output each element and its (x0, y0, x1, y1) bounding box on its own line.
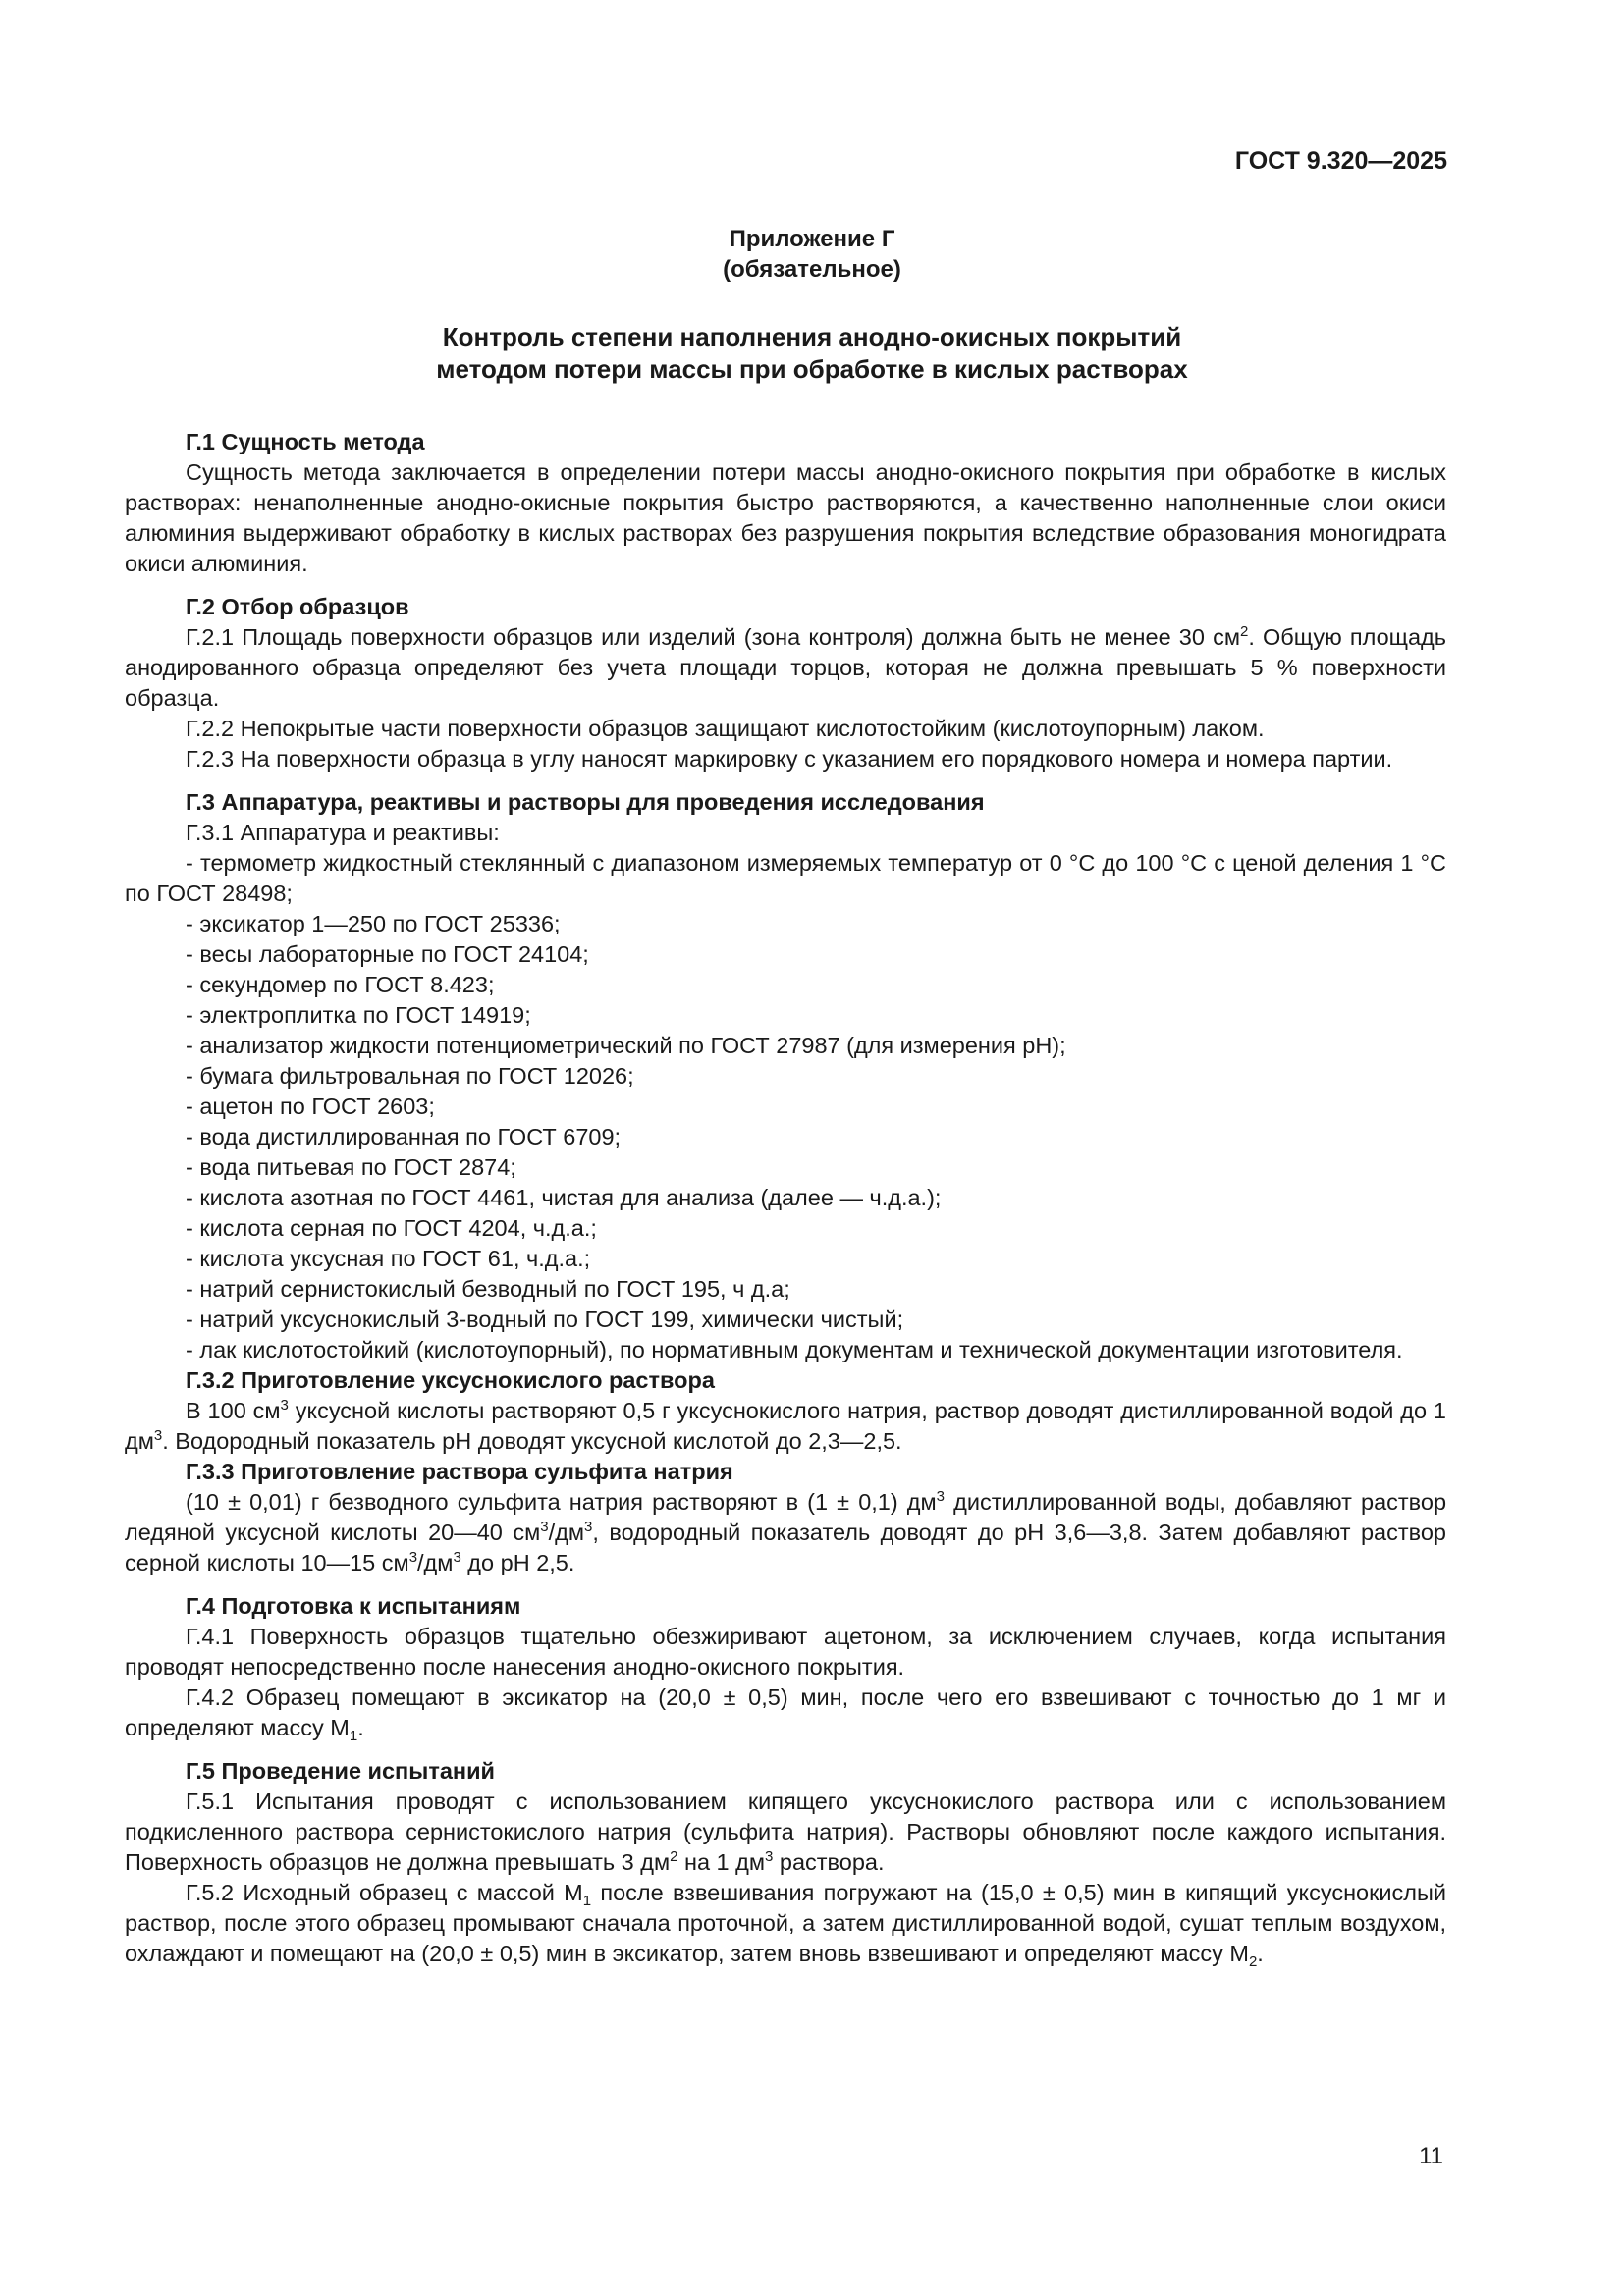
list-item-text: натрий сернистокислый безводный по ГОСТ 195, ч д.а; (199, 1276, 790, 1302)
text-run: дистиллированной воды, добавляют раствор ледяной уксусной кислоты 20—40 см (125, 1489, 1447, 1545)
section-g2-2: Г.2.2 Непокрытые части поверхности образцов защищают кислотостойким (кислотоупорным) лаком. (186, 716, 1265, 741)
superscript: 2 (670, 1848, 678, 1865)
section-g4-2 (125, 1682, 1446, 1743)
list-item-text: кислота уксусная по ГОСТ 61, ч.д.а.; (199, 1246, 591, 1271)
superscript: 2 (1240, 623, 1249, 640)
list-item: - кислота серная по ГОСТ 4204, ч.д.а.; (186, 1215, 597, 1241)
section-g2-3: Г.2.3 На поверхности образца в углу наносят маркировку с указанием его порядкового номера и номера партии. (186, 746, 1393, 772)
text-run: Г.4.2 Образец помещают в эксикатор на (20,0 ± 0,5) мин, после чего его взвешивают с точностью до 1 мг и определяют массу М (125, 1684, 1446, 1740)
title-line-1: Контроль степени наполнения анодно-окисных покрытий (442, 322, 1182, 351)
text-run: /дм (548, 1520, 585, 1545)
list-item-text: вода дистиллированная по ГОСТ 6709; (199, 1124, 622, 1149)
list-item: - кислота азотная по ГОСТ 4461, чистая для анализа (далее — ч.д.а.); (186, 1185, 942, 1210)
section-g5-1 (125, 1787, 1446, 1878)
superscript: 3 (408, 1549, 418, 1566)
section-g5-2 (125, 1878, 1446, 1969)
list-item: - ацетон по ГОСТ 2603; (186, 1094, 435, 1119)
section-g3-3-heading: Г.3.3 Приготовление раствора сульфита натрия (186, 1459, 733, 1484)
text-run: В 100 см (186, 1398, 281, 1423)
text-run: уксусной кислоты растворяют 0,5 г уксуснокислого натрия, раствор доводят дистиллированной водой до 1 дм (125, 1398, 1446, 1454)
document-title (0, 321, 1624, 386)
section-g4-heading: Г.4 Подготовка к испытаниям (186, 1593, 521, 1619)
appendix-heading (0, 224, 1624, 285)
list-item: - натрий сернистокислый безводный по ГОСТ 195, ч д.а; (186, 1276, 790, 1302)
list-item: - весы лабораторные по ГОСТ 24104; (186, 941, 589, 967)
section-g1-text: Сущность метода заключается в определении потери массы анодно-окисного покрытия при обработке в кислых растворах: ненаполненные анодно-окисные покрытия быстро растворяются, а качественно наполненные слои окиси алюминия выдерживают обработку в кислых растворах без разрушения покрытия вследствие образования моногидрата окиси алюминия. (125, 459, 1446, 576)
section-g3-heading: Г.3 Аппаратура, реактивы и растворы для проведения исследования (186, 789, 985, 815)
text-run: . Общую площадь анодированного образца определяют без учета площади торцов, которая не должна превышать 5 % поверхности образца. (125, 624, 1446, 711)
list-item: - электроплитка по ГОСТ 14919; (186, 1002, 531, 1028)
list-item: - анализатор жидкости потенциометрический по ГОСТ 27987 (для измерения pH); (186, 1033, 1066, 1058)
list-item: - вода дистиллированная по ГОСТ 6709; (186, 1124, 622, 1149)
superscript: 3 (280, 1397, 289, 1414)
text-run: /дм (417, 1550, 454, 1575)
list-item: - бумага фильтровальная по ГОСТ 12026; (186, 1063, 634, 1089)
list-item: - вода питьевая по ГОСТ 2874; (186, 1154, 516, 1180)
section-g3-3-text (125, 1487, 1446, 1578)
section-g3-2-heading: Г.3.2 Приготовление уксуснокислого раствора (186, 1367, 715, 1393)
section-g3-1: Г.3.1 Аппаратура и реактивы: (186, 820, 500, 845)
subscript: 1 (349, 1728, 358, 1744)
text-run: . (1257, 1941, 1264, 1966)
text-run: раствора. (773, 1849, 885, 1875)
list-item: - лак кислотостойкий (кислотоупорный), по нормативным документам и технической документации изготовителя. (186, 1337, 1403, 1362)
appendix-title: Приложение Г (729, 226, 895, 252)
list-item: - кислота уксусная по ГОСТ 61, ч.д.а.; (186, 1246, 591, 1271)
section-g3-2-text (125, 1396, 1446, 1457)
list-item-text: секундомер по ГОСТ 8.423; (199, 972, 495, 997)
list-item: - термометр жидкостный стеклянный с диапазоном измеряемых температур от 0 °С до 100 °С с ценой деления 1 °С по ГОСТ 28498; (125, 850, 1446, 906)
subscript: 2 (1248, 1953, 1258, 1970)
list-item: - эксикатор 1—250 по ГОСТ 25336; (186, 911, 561, 936)
standard-number: ГОСТ 9.320—2025 (1234, 147, 1447, 175)
section-g2-heading: Г.2 Отбор образцов (186, 594, 409, 619)
text-run: до pH 2,5. (460, 1550, 575, 1575)
list-item-text: кислота серная по ГОСТ 4204, ч.д.а.; (199, 1215, 597, 1241)
section-g2-1 (125, 622, 1446, 714)
superscript: 3 (765, 1848, 774, 1865)
appendix-status: (обязательное) (723, 256, 901, 283)
list-item-text: бумага фильтровальная по ГОСТ 12026; (199, 1063, 634, 1089)
page-number: 11 (1419, 2143, 1443, 2169)
list-item-text: вода питьевая по ГОСТ 2874; (199, 1154, 516, 1180)
text-run: . Водородный показатель pH доводят уксусной кислотой до 2,3—2,5. (162, 1428, 902, 1454)
superscript: 3 (153, 1427, 163, 1444)
list-item-text: натрий уксуснокислый 3-водный по ГОСТ 199, химически чистый; (199, 1307, 904, 1332)
list-item-text: электроплитка по ГОСТ 14919; (199, 1002, 531, 1028)
list-item: - натрий уксуснокислый 3-водный по ГОСТ 199, химически чистый; (186, 1307, 904, 1332)
text-run: после взвешивания погружают на (15,0 ± 0,5) мин в кипящий уксуснокислый раствор, после этого образец промывают сначала проточной, а затем дистиллированной водой, сушат теплым воздухом, охлаждают и помещают на (20,0 ± 0,5) мин в эксикатор, затем вновь взвешивают и определяют массу М (125, 1880, 1447, 1966)
section-g5-heading: Г.5 Проведение испытаний (186, 1758, 495, 1784)
text-run: на 1 дм (677, 1849, 766, 1875)
list-item-text: термометр жидкостный стеклянный с диапазоном измеряемых температур от 0 °С до 100 °С с ценой деления 1 °С по ГОСТ 28498; (125, 850, 1446, 906)
list-item-text: анализатор жидкости потенциометрический по ГОСТ 27987 (для измерения pH); (199, 1033, 1066, 1058)
text-run: Г.5.2 Исходный образец с массой М (186, 1880, 583, 1905)
title-line-2: методом потери массы при обработке в кислых растворах (436, 354, 1188, 384)
text-run: Г.5.1 Испытания проводят с использованием кипящего уксуснокислого раствора или с использованием подкисленного раствора сернистокислого натрия (сульфита натрия). Растворы обновляют после каждого испытания. Поверхность образцов не должна превышать 3 дм (125, 1789, 1446, 1875)
superscript: 3 (584, 1519, 593, 1535)
list-item: - секундомер по ГОСТ 8.423; (186, 972, 495, 997)
list-item-text: ацетон по ГОСТ 2603; (199, 1094, 435, 1119)
text-run: , водородный показатель доводят до pH 3,6—3,8. Затем добавляют раствор серной кислоты 10—15 см (125, 1520, 1446, 1575)
section-g1-heading: Г.1 Сущность метода (186, 429, 425, 454)
list-item-text: весы лабораторные по ГОСТ 24104; (199, 941, 589, 967)
list-item-text: эксикатор 1—250 по ГОСТ 25336; (199, 911, 561, 936)
document-body (125, 427, 1446, 1969)
subscript: 1 (582, 1893, 592, 1909)
text-run: Г.2.1 Площадь поверхности образцов или изделий (зона контроля) должна быть не менее 30 см (186, 624, 1240, 650)
section-g4-1: Г.4.1 Поверхность образцов тщательно обезжиривают ацетоном, за исключением случаев, когда испытания проводят непосредственно после нанесения анодно-окисного покрытия. (125, 1624, 1446, 1680)
list-item-text: лак кислотостойкий (кислотоупорный), по нормативным документам и технической документации изготовителя. (199, 1337, 1403, 1362)
text-run: . (357, 1715, 364, 1740)
text-run: (10 ± 0,01) г безводного сульфита натрия растворяют в (1 ± 0,1) дм (186, 1489, 937, 1515)
superscript: 3 (936, 1488, 946, 1505)
superscript: 3 (540, 1519, 549, 1535)
list-item-text: кислота азотная по ГОСТ 4461, чистая для анализа (далее — ч.д.а.); (199, 1185, 942, 1210)
superscript: 3 (453, 1549, 461, 1566)
